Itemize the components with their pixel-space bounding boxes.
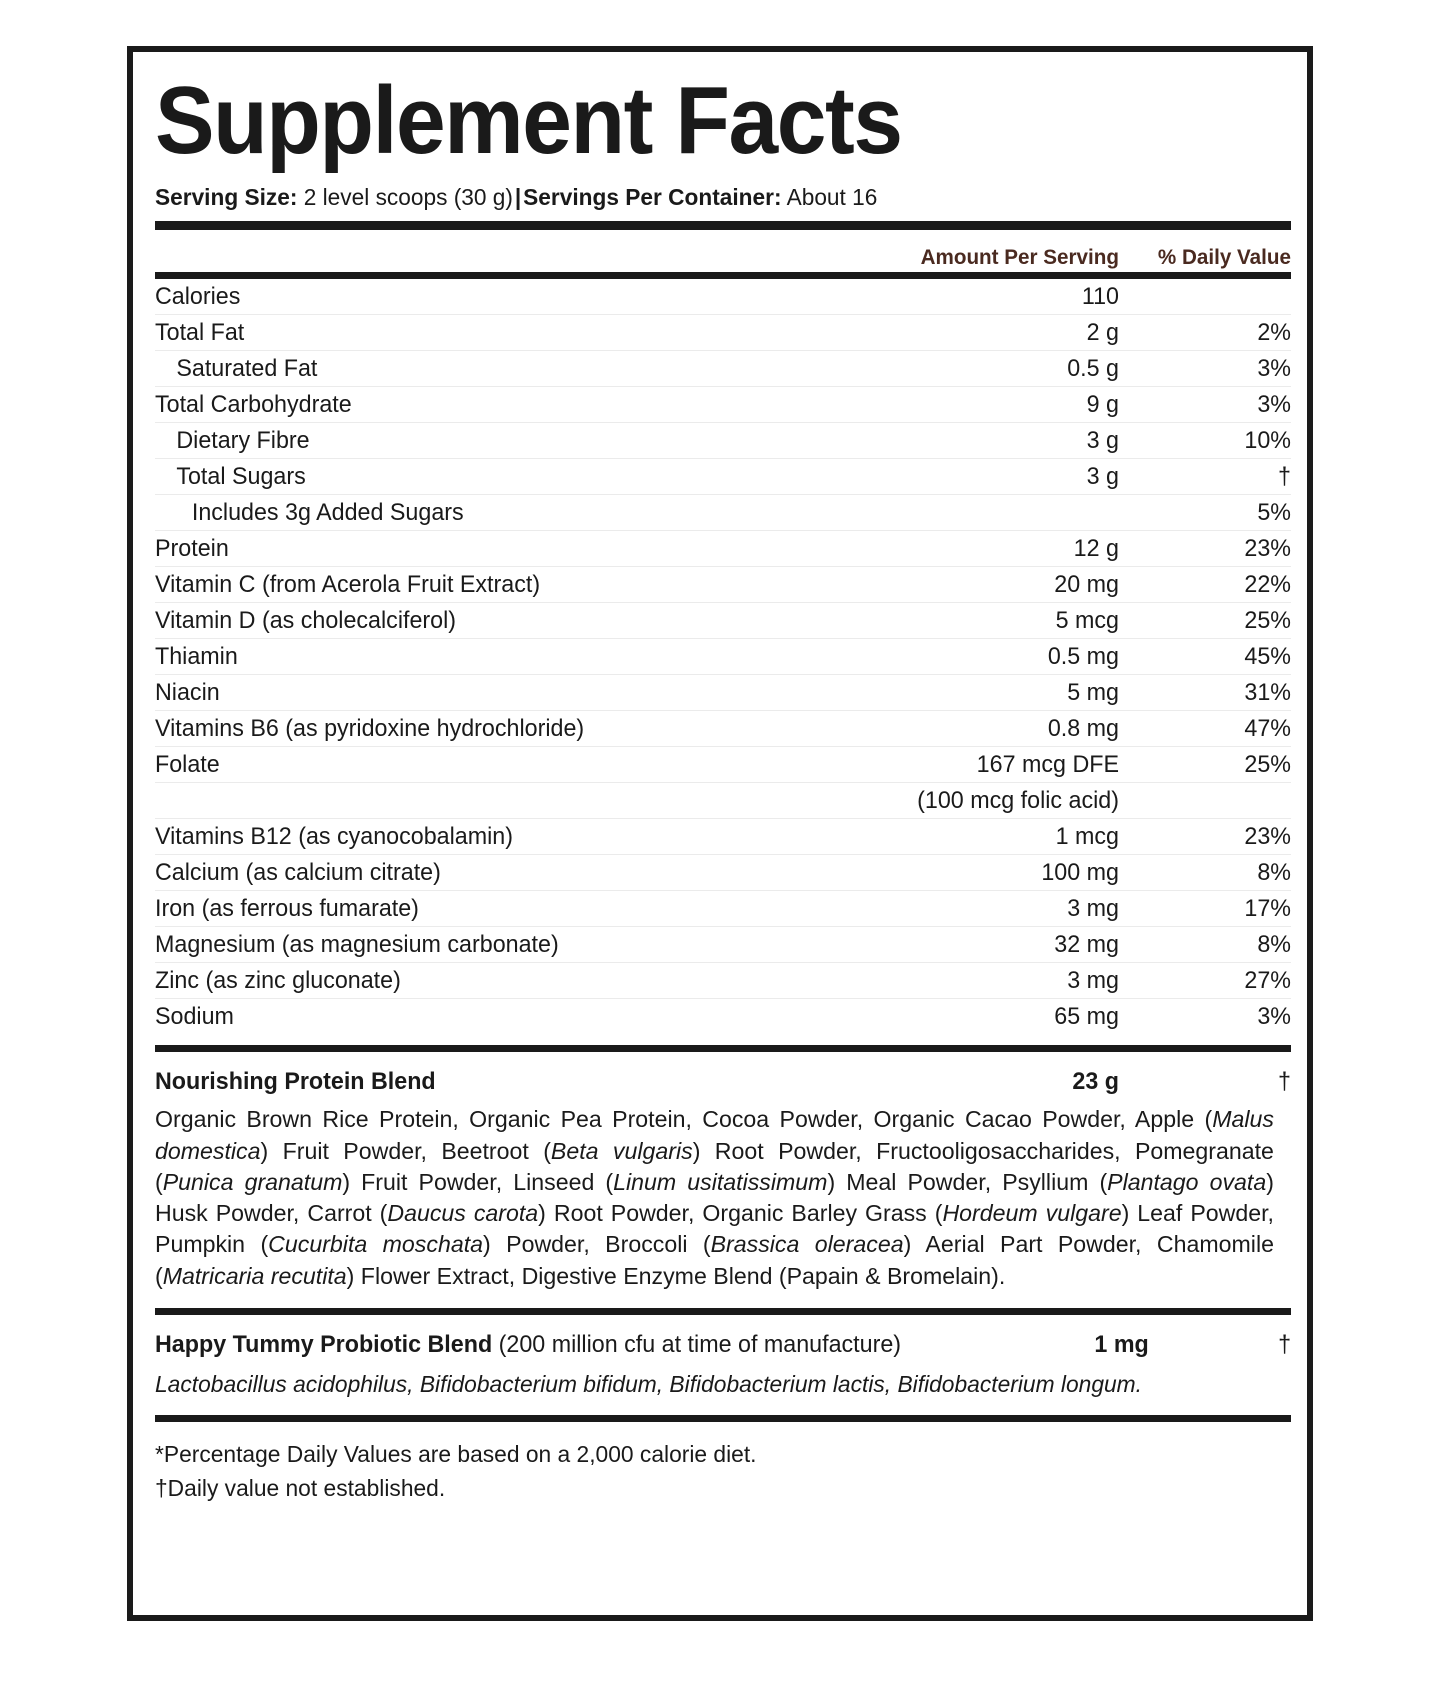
nutrient-name: Protein: [155, 535, 229, 563]
nutrient-daily-value: 22%: [1244, 571, 1291, 599]
nutrient-name: Calories: [155, 283, 241, 311]
table-row: [155, 279, 1291, 315]
table-row: [155, 459, 1291, 495]
nutrient-name: Magnesium (as magnesium carbonate): [155, 931, 559, 959]
table-row: [155, 315, 1291, 351]
nutrient-name: Thiamin: [155, 643, 238, 671]
nutrient-name: Saturated Fat: [176, 355, 318, 383]
serving-separator: |: [514, 183, 522, 210]
nutrient-daily-value: 5%: [1257, 499, 1291, 527]
nutrient-name: Vitamins B12 (as cyanocobalamin): [155, 823, 514, 851]
daily-value-header: % Daily Value: [1157, 245, 1291, 270]
nutrient-amount: 20 mg: [1054, 571, 1119, 599]
protein-blend-name: Nourishing Protein Blend: [155, 1068, 436, 1096]
servings-per-container-value: About 16: [786, 183, 878, 210]
probiotic-strains: Lactobacillus acidophilus, Bifidobacterium bifidum, Bifidobacterium lactis, Bifidobacterium longum.: [155, 1370, 1143, 1397]
table-row: [155, 423, 1291, 459]
table-row: [155, 387, 1291, 423]
probiotic-blend-qualifier: (200 million cfu at time of manufacture): [498, 1330, 902, 1358]
nutrient-amount: 5 mcg: [1055, 607, 1119, 635]
nutrient-daily-value: 3%: [1257, 391, 1291, 419]
column-headers: [155, 230, 1291, 272]
probiotic-blend-header: [155, 1325, 1291, 1365]
nutrient-daily-value: †: [1278, 463, 1291, 491]
divider-above-probiotic-blend: [155, 1308, 1291, 1315]
table-row: [155, 495, 1291, 531]
nutrient-name: Total Sugars: [176, 463, 306, 491]
nutrient-amount: 0.8 mg: [1047, 715, 1119, 743]
nutrient-name: Vitamin D (as cholecalciferol): [155, 607, 457, 635]
footnotes: [155, 1438, 1257, 1505]
protein-blend-header: [155, 1062, 1291, 1102]
protein-blend-ingredients: Organic Brown Rice Protein, Organic Pea Protein, Cocoa Powder, Organic Cacao Powder, Apple (Malus domestica) Fruit Powder, Beetroot (Beta vulgaris) Root Powder, Fructooligosaccharides, Pomegranate (Punica granatum) Fruit Powder, Linseed (Linum usitatissimum) Meal Powder, Psyllium (Plantago ovata) Husk Powder, Carrot (Daucus carota) Root Powder, Organic Barley Grass (Hordeum vulgare) Leaf Powder, Pumpkin (Cucurbita moschata) Powder, Broccoli (Brassica oleracea) Aerial Part Powder, Chamomile (Matricaria recutita) Flower Extract, Digestive Enzyme Blend (Papain & Bromelain).: [155, 1106, 1274, 1289]
footnote-daily-values: *Percentage Daily Values are based on a 2,000 calorie diet.: [155, 1441, 757, 1468]
table-row: [155, 351, 1291, 387]
probiotic-blend-name: [155, 1325, 901, 1365]
servings-per-container-label: Servings Per Container:: [523, 183, 782, 210]
nutrient-daily-value: 45%: [1244, 643, 1291, 671]
protein-blend-amount: 23 g: [1072, 1068, 1119, 1096]
nutrient-name: Includes 3g Added Sugars: [191, 499, 464, 527]
nutrient-name: Folate: [155, 751, 220, 779]
nutrient-daily-value: 8%: [1257, 931, 1291, 959]
nutrient-name: Total Fat: [155, 319, 245, 347]
nutrient-amount: 100 mg: [1041, 859, 1119, 887]
nutrient-daily-value: 2%: [1257, 319, 1291, 347]
nutrient-daily-value: 23%: [1244, 535, 1291, 563]
probiotic-blend-daily-value: †: [1278, 1330, 1291, 1358]
serving-size-label: Serving Size:: [155, 183, 298, 210]
divider-above-protein-blend: [155, 1045, 1291, 1052]
table-row: [155, 567, 1291, 603]
nutrient-daily-value: 25%: [1244, 607, 1291, 635]
protein-blend-daily-value: †: [1278, 1068, 1291, 1096]
nutrient-name: Vitamins B6 (as pyridoxine hydrochloride): [155, 715, 585, 743]
divider-above-footnotes: [155, 1415, 1291, 1422]
nutrient-amount: 9 g: [1086, 391, 1119, 419]
nutrient-daily-value: 25%: [1244, 751, 1291, 779]
nutrient-amount: 3 mg: [1067, 895, 1119, 923]
nutrient-name: Zinc (as zinc gluconate): [155, 967, 401, 995]
nutrient-daily-value: 31%: [1244, 679, 1291, 707]
divider-under-column-headers: [155, 272, 1291, 279]
table-row: [155, 531, 1291, 567]
nutrient-name: Niacin: [155, 679, 220, 707]
nutrient-amount: 65 mg: [1054, 1003, 1119, 1031]
table-row: [155, 999, 1291, 1035]
nutrient-daily-value: 17%: [1244, 895, 1291, 923]
table-row: [155, 603, 1291, 639]
amount-per-serving-header: Amount Per Serving: [920, 245, 1119, 270]
nutrient-amount: 1 mcg: [1055, 823, 1119, 851]
nutrient-daily-value: 10%: [1244, 427, 1291, 455]
nutrient-amount: 5 mg: [1067, 679, 1119, 707]
page-title: Supplement Facts: [155, 67, 902, 174]
nutrient-name: Total Carbohydrate: [155, 391, 352, 419]
nutrient-amount: 0.5 g: [1067, 355, 1119, 383]
probiotic-blend-amount: 1 mg: [1094, 1330, 1149, 1358]
table-row: [155, 855, 1291, 891]
nutrient-amount: 12 g: [1073, 535, 1119, 563]
table-row: [155, 675, 1291, 711]
nutrient-name: Dietary Fibre: [176, 427, 310, 455]
serving-info: [155, 183, 1251, 212]
table-row: [155, 819, 1291, 855]
table-row: [155, 927, 1291, 963]
nutrient-name: Vitamin C (from Acerola Fruit Extract): [155, 571, 541, 599]
table-row-continuation: [155, 783, 1291, 819]
supplement-facts-panel: [127, 46, 1313, 1621]
nutrient-amount: 0.5 mg: [1047, 643, 1119, 671]
probiotic-blend-title: Happy Tummy Probiotic Blend: [155, 1330, 493, 1358]
nutrient-name: Calcium (as calcium citrate): [155, 859, 441, 887]
table-row: [155, 747, 1291, 783]
nutrient-daily-value: 3%: [1257, 1003, 1291, 1031]
table-row: [155, 711, 1291, 747]
table-row: [155, 639, 1291, 675]
nutrient-amount: 110: [1081, 283, 1119, 311]
nutrient-amount: 3 g: [1086, 427, 1119, 455]
nutrient-daily-value: 3%: [1257, 355, 1291, 383]
table-row: [155, 963, 1291, 999]
nutrient-daily-value: 23%: [1244, 823, 1291, 851]
nutrient-amount: 32 mg: [1054, 931, 1119, 959]
nutrient-table: [155, 279, 1291, 1035]
nutrient-amount: 3 mg: [1067, 967, 1119, 995]
nutrient-amount: 2 g: [1086, 319, 1119, 347]
nutrient-amount: 167 mcg DFE: [976, 751, 1119, 779]
nutrient-daily-value: 27%: [1244, 967, 1291, 995]
nutrient-amount: 3 g: [1086, 463, 1119, 491]
nutrient-amount: (100 mcg folic acid): [917, 787, 1119, 815]
table-row: [155, 891, 1291, 927]
footnote-dagger: †Daily value not established.: [155, 1474, 446, 1501]
nutrient-daily-value: 47%: [1244, 715, 1291, 743]
divider-under-serving: [155, 221, 1291, 230]
serving-size-value: 2 level scoops (30 g): [303, 183, 513, 210]
nutrient-daily-value: 8%: [1257, 859, 1291, 887]
nutrient-name: Iron (as ferrous fumarate): [155, 895, 419, 923]
nutrient-name: Sodium: [155, 1003, 234, 1031]
